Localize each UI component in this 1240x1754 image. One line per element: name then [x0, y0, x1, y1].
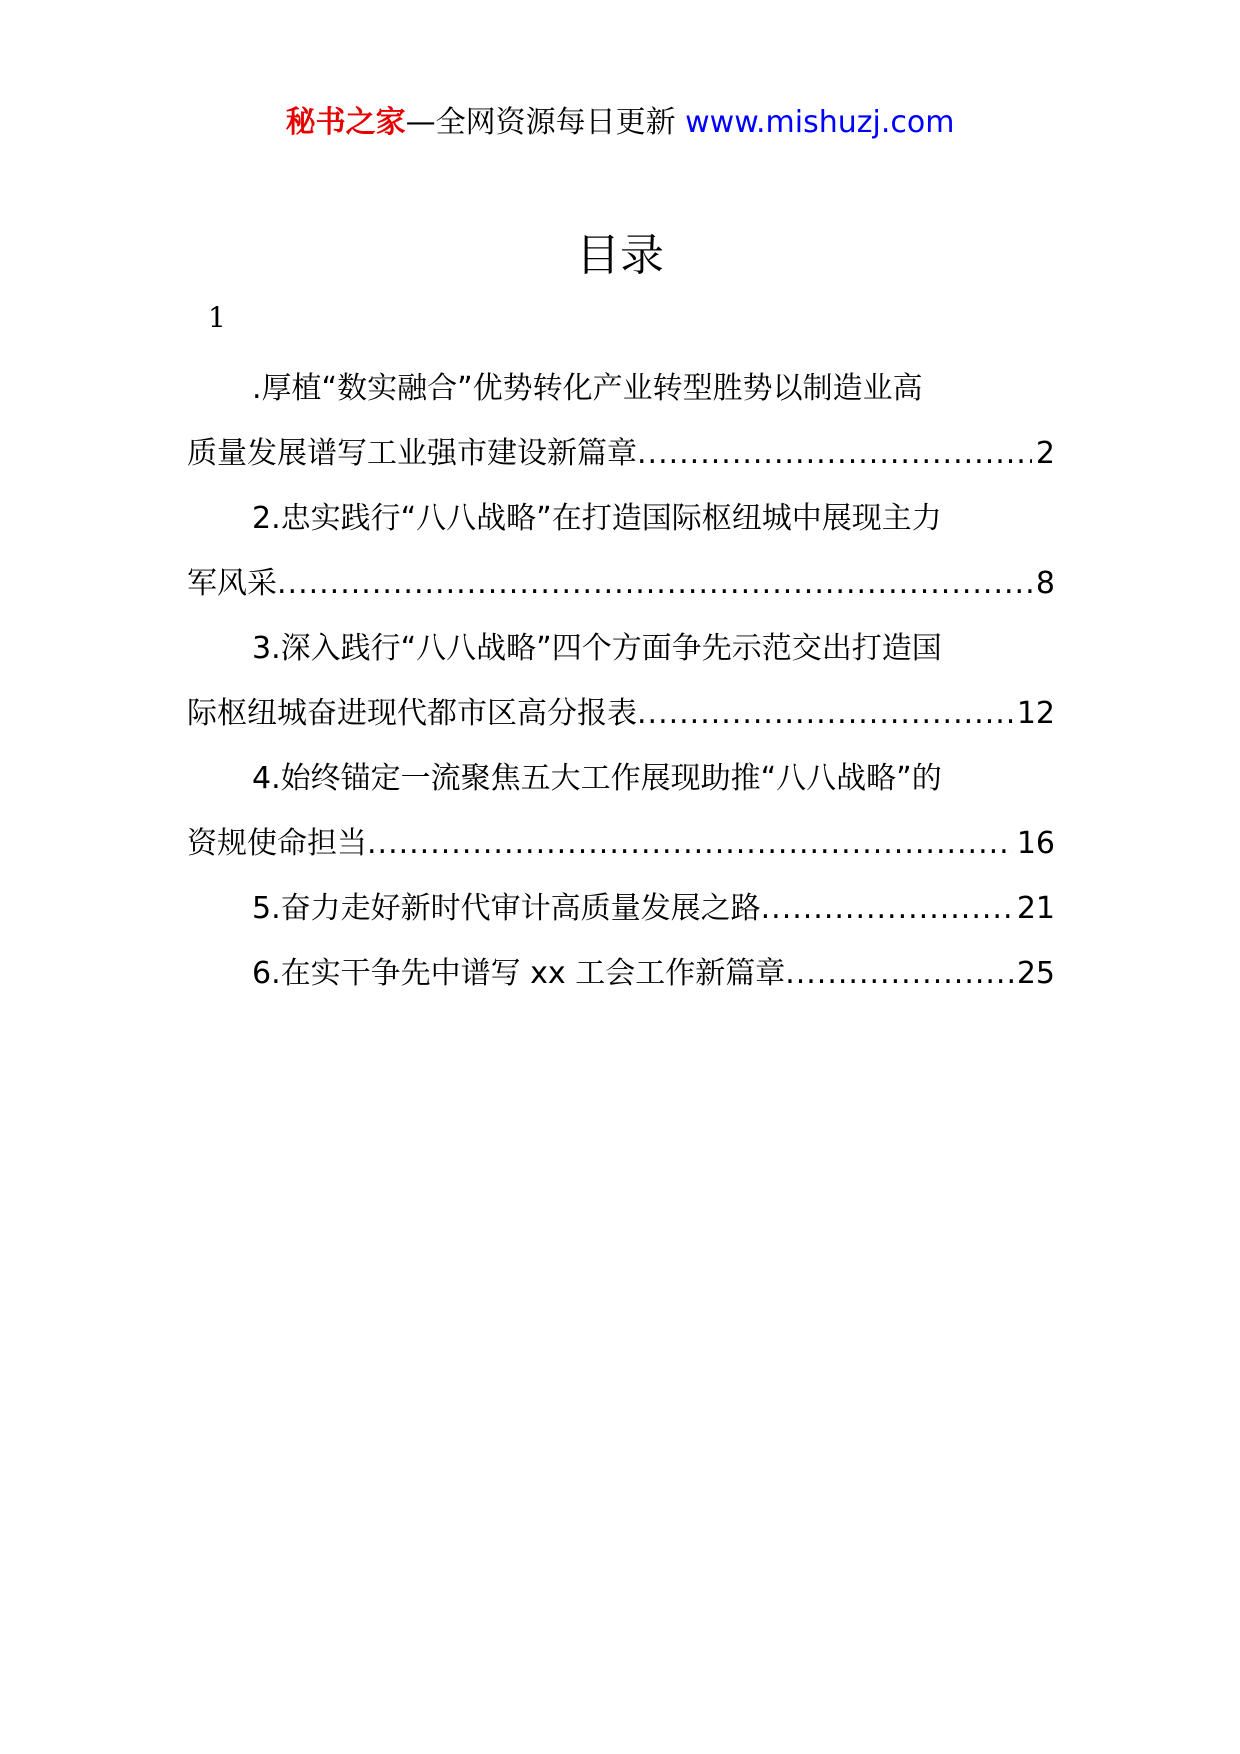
dot-leader	[637, 421, 1032, 486]
dot-leader	[637, 681, 1013, 746]
toc-entry-line	[187, 746, 1055, 811]
toc-entry-line	[187, 356, 1055, 421]
dot-leader	[785, 941, 1013, 1006]
toc-entry-title-end: 资规使命担当	[187, 826, 367, 861]
toc-entry[interactable]	[187, 616, 1055, 746]
toc-entry-line	[187, 876, 1055, 941]
toc-entry[interactable]	[187, 941, 1055, 1006]
toc-page-number: 25	[1016, 956, 1055, 991]
toc-entry-title: 5.奋力走好新时代审计高质量发展之路	[252, 891, 761, 926]
toc-entry-title-end: 军风采	[187, 566, 277, 601]
site-url-link[interactable]: www.mishuzj.com	[685, 105, 955, 140]
toc-page-number: 2	[1035, 436, 1055, 471]
toc-entry[interactable]	[187, 486, 1055, 616]
dot-leader	[367, 811, 1013, 876]
toc-entry-title: 6.在实干争先中谱写 xx 工会工作新篇章	[252, 956, 786, 991]
toc-entry[interactable]	[187, 356, 1055, 486]
toc-entry-title-end: 际枢纽城奋进现代都市区高分报表	[187, 696, 637, 731]
toc-page-number: 16	[1016, 826, 1055, 861]
toc-entry-line	[187, 421, 1055, 486]
toc-entry-title-end: 质量发展谱写工业强市建设新篇章	[187, 436, 637, 471]
table-of-contents	[187, 356, 1055, 1006]
site-header	[0, 103, 1240, 143]
toc-page-number: 8	[1035, 566, 1055, 601]
toc-entry-title-start: .厚植“数实融合”优势转化产业转型胜势以制造业高	[252, 371, 923, 406]
toc-page-number: 21	[1016, 891, 1055, 926]
dot-leader	[277, 551, 1032, 616]
toc-entry-line	[187, 486, 1055, 551]
site-tagline: —全网资源每日更新	[405, 105, 676, 140]
toc-entry-line	[187, 681, 1055, 746]
stray-number: 1	[208, 301, 226, 334]
toc-entry-line	[187, 941, 1055, 1006]
dot-leader	[761, 876, 1013, 941]
toc-entry[interactable]	[187, 746, 1055, 876]
toc-entry-line	[187, 811, 1055, 876]
toc-entry-title-start: 3.深入践行“八八战略”四个方面争先示范交出打造国	[252, 631, 942, 666]
toc-page-number: 12	[1016, 696, 1055, 731]
toc-entry-title-start: 4.始终锚定一流聚焦五大工作展现助推“八八战略”的	[252, 761, 942, 796]
toc-entry[interactable]	[187, 876, 1055, 941]
site-brand: 秘书之家	[285, 105, 406, 140]
toc-entry-title-start: 2.忠实践行“八八战略”在打造国际枢纽城中展现主力	[252, 501, 942, 536]
page-title: 目录	[576, 230, 664, 281]
toc-entry-line	[187, 616, 1055, 681]
toc-entry-line	[187, 551, 1055, 616]
